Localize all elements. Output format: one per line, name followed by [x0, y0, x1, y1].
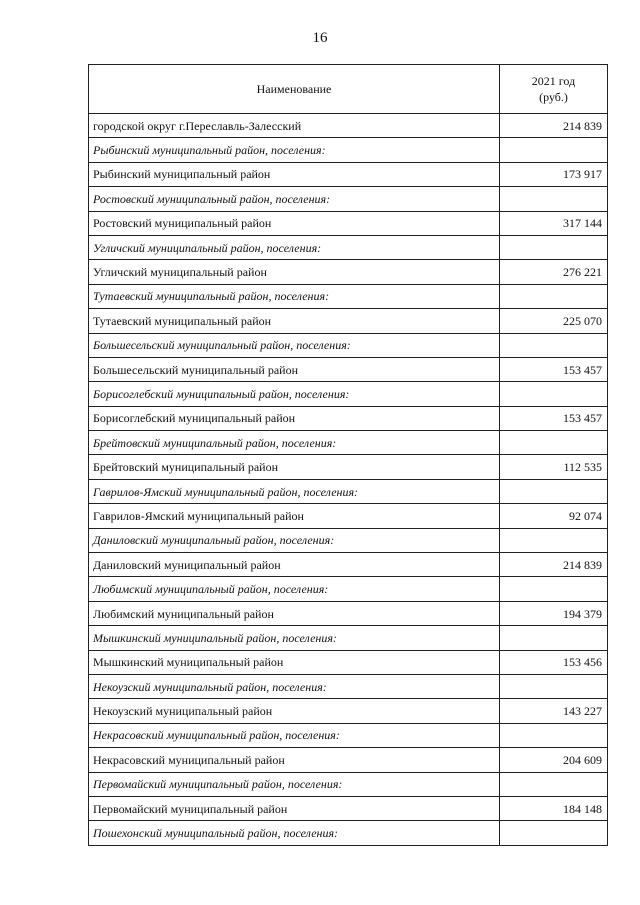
- table-row: [89, 357, 608, 381]
- cell-name: Угличский муниципальный район: [89, 260, 500, 284]
- header-value-year: 2021 год: [531, 74, 576, 88]
- table-section-row: [89, 235, 608, 259]
- table-row: [89, 406, 608, 430]
- cell-value: [500, 772, 608, 796]
- cell-name: Ростовский муниципальный район: [89, 211, 500, 235]
- table-row: [89, 504, 608, 528]
- header-name: Наименование: [89, 65, 500, 114]
- cell-value: 317 144: [500, 211, 608, 235]
- table-row: [89, 650, 608, 674]
- cell-name: Рыбинский муниципальный район: [89, 162, 500, 186]
- cell-value: [500, 235, 608, 259]
- table-section-row: [89, 772, 608, 796]
- cell-name: Ростовский муниципальный район, поселения:: [89, 187, 500, 211]
- table-row: [89, 699, 608, 723]
- cell-name: Борисоглебский муниципальный район: [89, 406, 500, 430]
- table-section-row: [89, 333, 608, 357]
- cell-value: 153 457: [500, 357, 608, 381]
- cell-name: Некоузский муниципальный район: [89, 699, 500, 723]
- cell-value: [500, 382, 608, 406]
- cell-value: [500, 626, 608, 650]
- table-section-row: [89, 577, 608, 601]
- cell-name: городской округ г.Переславль-Залесский: [89, 114, 500, 138]
- cell-value: 204 609: [500, 748, 608, 772]
- cell-value: 112 535: [500, 455, 608, 479]
- page-number: 16: [312, 30, 328, 46]
- cell-name: Тутаевский муниципальный район, поселения:: [89, 284, 500, 308]
- cell-name: Брейтовский муниципальный район, поселения:: [89, 431, 500, 455]
- cell-name: Рыбинский муниципальный район, поселения:: [89, 138, 500, 162]
- cell-value: [500, 723, 608, 747]
- cell-name: Даниловский муниципальный район: [89, 553, 500, 577]
- table-section-row: [89, 821, 608, 845]
- table-row: [89, 455, 608, 479]
- cell-name: Борисоглебский муниципальный район, поселения:: [89, 382, 500, 406]
- table-row: [89, 309, 608, 333]
- cell-name: Мышкинский муниципальный район: [89, 650, 500, 674]
- table-section-row: [89, 479, 608, 503]
- table-row: [89, 114, 608, 138]
- cell-value: [500, 528, 608, 552]
- table-section-row: [89, 528, 608, 552]
- cell-value: 153 457: [500, 406, 608, 430]
- table-row: [89, 748, 608, 772]
- table-section-row: [89, 723, 608, 747]
- cell-name: Гаврилов-Ямский муниципальный район, поселения:: [89, 479, 500, 503]
- cell-name: Любимский муниципальный район, поселения:: [89, 577, 500, 601]
- cell-value: [500, 479, 608, 503]
- cell-name: Мышкинский муниципальный район, поселения:: [89, 626, 500, 650]
- table-section-row: [89, 431, 608, 455]
- header-value-unit: (руб.): [539, 90, 568, 104]
- table-row: [89, 601, 608, 625]
- budget-table: [88, 64, 608, 846]
- table-section-row: [89, 284, 608, 308]
- cell-name: Большесельский муниципальный район: [89, 357, 500, 381]
- cell-value: [500, 431, 608, 455]
- cell-value: [500, 284, 608, 308]
- cell-value: 214 839: [500, 114, 608, 138]
- table-section-row: [89, 674, 608, 698]
- cell-value: 214 839: [500, 553, 608, 577]
- table-row: [89, 260, 608, 284]
- table-header-row: [89, 65, 608, 114]
- cell-value: 92 074: [500, 504, 608, 528]
- cell-value: 225 070: [500, 309, 608, 333]
- cell-name: Тутаевский муниципальный район: [89, 309, 500, 333]
- cell-name: Гаврилов-Ямский муниципальный район: [89, 504, 500, 528]
- cell-value: [500, 577, 608, 601]
- cell-value: 173 917: [500, 162, 608, 186]
- table-body: [89, 114, 608, 846]
- cell-value: [500, 821, 608, 845]
- table-section-row: [89, 382, 608, 406]
- cell-name: Большесельский муниципальный район, поселения:: [89, 333, 500, 357]
- cell-name: Некоузский муниципальный район, поселения:: [89, 674, 500, 698]
- cell-name: Даниловский муниципальный район, поселения:: [89, 528, 500, 552]
- cell-value: 184 148: [500, 796, 608, 820]
- cell-name: Пошехонский муниципальный район, поселения:: [89, 821, 500, 845]
- cell-name: Любимский муниципальный район: [89, 601, 500, 625]
- table-row: [89, 211, 608, 235]
- cell-value: 276 221: [500, 260, 608, 284]
- cell-value: [500, 674, 608, 698]
- cell-name: Первомайский муниципальный район, поселения:: [89, 772, 500, 796]
- table-section-row: [89, 626, 608, 650]
- cell-name: Некрасовский муниципальный район: [89, 748, 500, 772]
- cell-name: Некрасовский муниципальный район, поселения:: [89, 723, 500, 747]
- table-row: [89, 796, 608, 820]
- cell-name: Первомайский муниципальный район: [89, 796, 500, 820]
- table-row: [89, 162, 608, 186]
- header-value: [500, 65, 608, 114]
- table-section-row: [89, 187, 608, 211]
- cell-value: [500, 333, 608, 357]
- cell-value: [500, 187, 608, 211]
- table-row: [89, 553, 608, 577]
- cell-value: [500, 138, 608, 162]
- cell-name: Угличский муниципальный район, поселения:: [89, 235, 500, 259]
- cell-name: Брейтовский муниципальный район: [89, 455, 500, 479]
- cell-value: 194 379: [500, 601, 608, 625]
- table-section-row: [89, 138, 608, 162]
- cell-value: 153 456: [500, 650, 608, 674]
- cell-value: 143 227: [500, 699, 608, 723]
